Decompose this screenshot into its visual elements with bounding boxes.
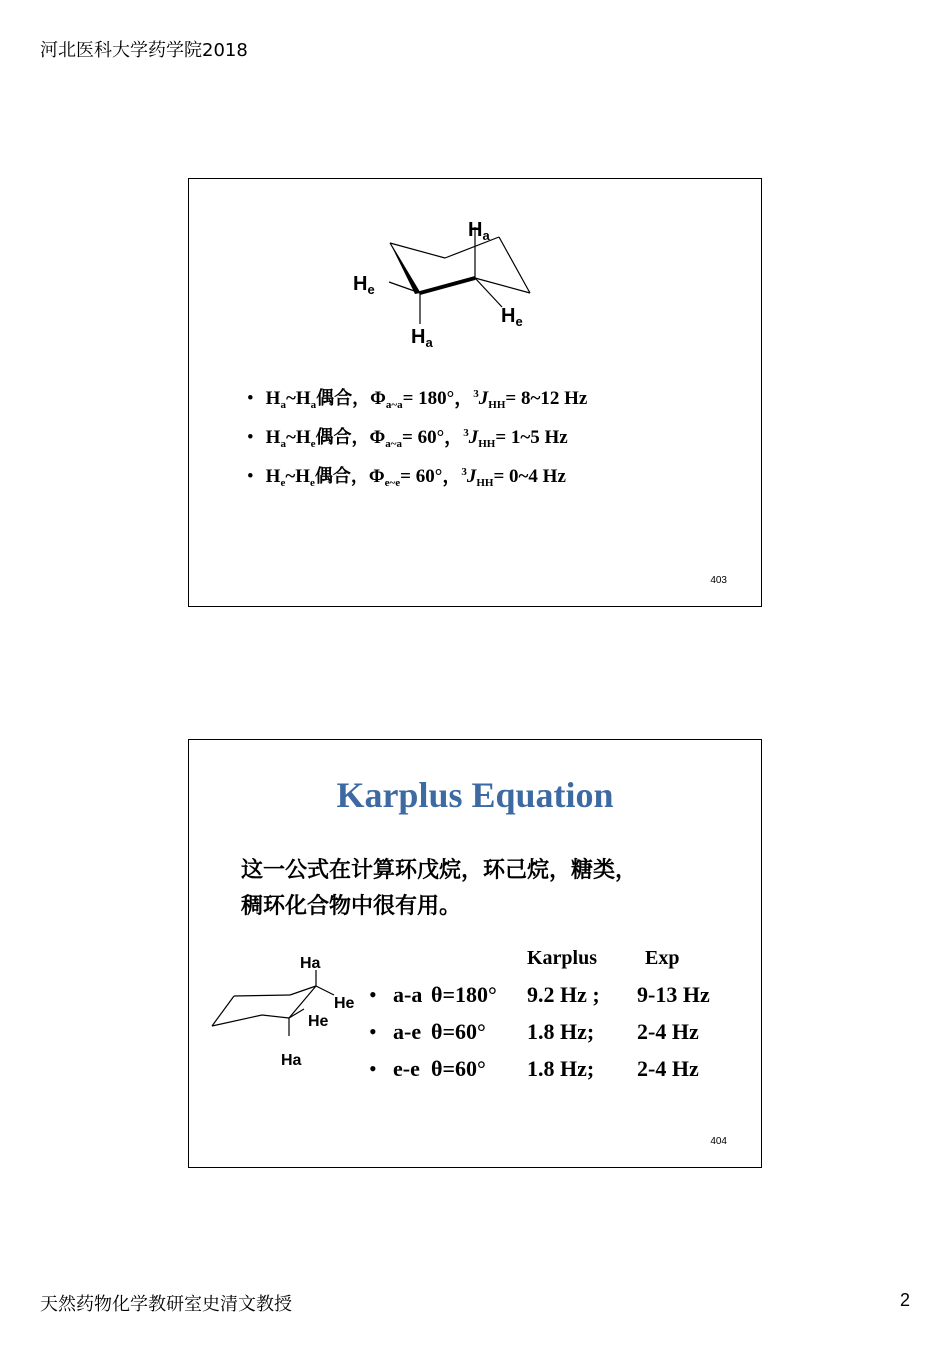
page-header: 河北医科大学药学院2018 [40, 40, 248, 61]
cyclohexane-chair-diagram [189, 179, 763, 379]
slide-number: 403 [710, 575, 727, 586]
body-line: 这一公式在计算环戊烷，环己烷，糖类， [241, 858, 638, 883]
page-footer: 天然药物化学教研室史清文教授 [40, 1294, 292, 1315]
slide-title: Karplus Equation [336, 775, 614, 815]
label-ha-bottom: $H_a$ [411, 326, 433, 350]
label-ha-bottom: Ha [281, 1052, 302, 1069]
col-header-karplus: Karplus [527, 947, 598, 969]
slide-number: 404 [710, 1136, 727, 1147]
label-ha-top: $H_a$ [468, 219, 490, 243]
slide-404: Karplus Equation 这一公式在计算环戊烷，环己烷，糖类， 稠环化合物中很有用。 Ha He He Ha Karplus Exp • a-a θ=180° 9.2 Hz ; 9-13 Hz • a-e θ=60° 1.8 Hz; 2-4 Hz • e-e θ=60° 1.8 Hz; 2-4 Hz 404 [188, 739, 762, 1168]
label-ha-top: Ha [300, 955, 321, 972]
label-he-mid: He [308, 1013, 329, 1030]
body-line: 稠环化合物中很有用。 [241, 894, 462, 919]
slide-403 [188, 178, 762, 607]
label-he-right: He [334, 995, 355, 1012]
label-he-left: $H_e$ [353, 273, 375, 297]
coupling-item: • $H_a\sim H_a$偶合，$\Phi_{a\sim a}= 180^\circ$，$^3J_{HH}=$ 8~12 Hz [247, 381, 587, 420]
coupling-item: • $H_e\sim H_e$偶合，$\Phi_{e\sim e}= 60^\circ$，$^3J_{HH}=$ 0~4 Hz [247, 459, 587, 498]
coupling-list [247, 381, 587, 498]
page-number: 2 [899, 1290, 910, 1310]
col-header-exp: Exp [645, 947, 680, 969]
label-he-right: $H_e$ [501, 305, 523, 329]
coupling-item: • $H_a\sim H_e$偶合，$\Phi_{a\sim a}= 60^\circ$，$^3J_{HH}=$ 1~5 Hz [247, 420, 587, 459]
cyclohexane-diagram [189, 740, 369, 1169]
